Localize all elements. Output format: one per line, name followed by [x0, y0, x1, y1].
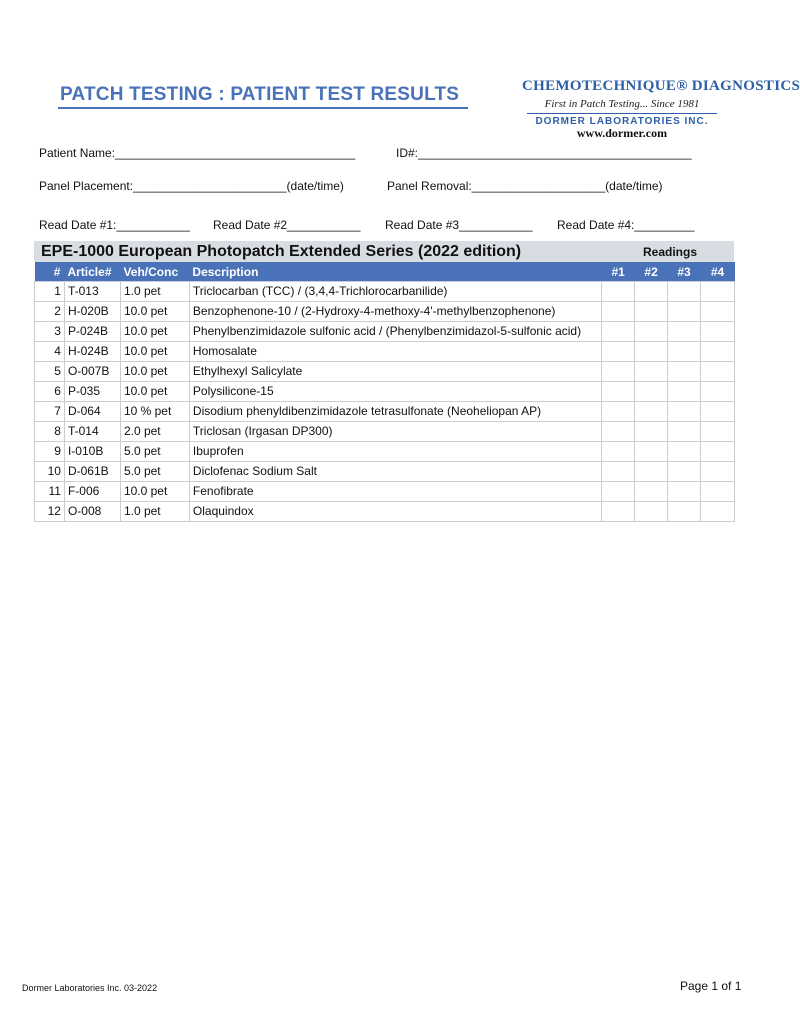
table-row — [35, 502, 735, 522]
logo-tagline: First in Patch Testing... Since 1981 — [544, 98, 700, 110]
table-row — [35, 482, 735, 502]
row-number: 6 — [35, 382, 65, 402]
row-description: Polysilicone-15 — [189, 382, 601, 402]
row-description: Fenofibrate — [189, 482, 601, 502]
row-number: 3 — [35, 322, 65, 342]
reading-3-cell[interactable] — [668, 302, 701, 322]
col-header-num: # — [35, 262, 65, 282]
row-concentration: 10.0 pet — [120, 302, 189, 322]
row-article: P-024B — [64, 322, 120, 342]
row-concentration: 10.0 pet — [120, 382, 189, 402]
reading-4-cell[interactable] — [700, 302, 734, 322]
row-article: D-061B — [64, 462, 120, 482]
reading-3-cell[interactable] — [668, 462, 701, 482]
reading-3-cell[interactable] — [668, 382, 701, 402]
row-description: Phenylbenzimidazole sulfonic acid / (Phenylbenzimidazol-5-sulfonic acid) — [189, 322, 601, 342]
reading-1-cell[interactable] — [602, 502, 635, 522]
row-concentration: 1.0 pet — [120, 502, 189, 522]
row-number: 5 — [35, 362, 65, 382]
reading-3-cell[interactable] — [668, 482, 701, 502]
row-article: I-010B — [64, 442, 120, 462]
row-description: Benzophenone-10 / (2-Hydroxy-4-methoxy-4'-methylbenzophenone) — [189, 302, 601, 322]
row-description: Triclocarban (TCC) / (3,4,4-Trichlorocarbanilide) — [189, 282, 601, 302]
row-number: 12 — [35, 502, 65, 522]
reading-3-cell[interactable] — [668, 422, 701, 442]
row-number: 4 — [35, 342, 65, 362]
series-title: EPE-1000 European Photopatch Extended Series (2022 edition) — [41, 243, 522, 260]
page-number: Page 1 of 1 — [680, 979, 742, 993]
table-row — [35, 362, 735, 382]
row-article: T-013 — [64, 282, 120, 302]
row-concentration: 2.0 pet — [120, 422, 189, 442]
logo-divider — [527, 113, 717, 114]
reading-2-cell[interactable] — [635, 322, 668, 342]
reading-3-cell[interactable] — [668, 362, 701, 382]
table-row — [35, 322, 735, 342]
panel-removal-field[interactable]: Panel Removal:____________________(date/time) — [387, 179, 663, 193]
table-row — [35, 422, 735, 442]
row-concentration: 5.0 pet — [120, 442, 189, 462]
read-date-3-field[interactable]: Read Date #3___________ — [385, 218, 533, 232]
reading-4-cell[interactable] — [700, 342, 734, 362]
reading-4-cell[interactable] — [700, 442, 734, 462]
reading-4-cell[interactable] — [700, 462, 734, 482]
table-body — [35, 282, 735, 522]
row-description: Olaquindox — [189, 502, 601, 522]
col-header-reading-1: #1 — [602, 262, 635, 282]
title-underline — [58, 107, 468, 109]
row-description: Triclosan (Irgasan DP300) — [189, 422, 601, 442]
row-article: O-007B — [64, 362, 120, 382]
row-number: 2 — [35, 302, 65, 322]
reading-2-cell[interactable] — [635, 462, 668, 482]
row-description: Diclofenac Sodium Salt — [189, 462, 601, 482]
table-row — [35, 342, 735, 362]
reading-2-cell[interactable] — [635, 482, 668, 502]
row-number: 7 — [35, 402, 65, 422]
readings-label: Readings — [643, 245, 698, 259]
reading-1-cell[interactable] — [602, 402, 635, 422]
reading-1-cell[interactable] — [602, 362, 635, 382]
footer-company: Dormer Laboratories Inc. 03-2022 — [22, 983, 158, 993]
results-table — [34, 262, 735, 522]
row-concentration: 10.0 pet — [120, 482, 189, 502]
reading-4-cell[interactable] — [700, 282, 734, 302]
reading-3-cell[interactable] — [668, 342, 701, 362]
reading-4-cell[interactable] — [700, 362, 734, 382]
reading-1-cell[interactable] — [602, 342, 635, 362]
reading-1-cell[interactable] — [602, 462, 635, 482]
logo-brand: CHEMOTECHNIQUE® DIAGNOSTICS — [522, 78, 800, 94]
row-concentration: 1.0 pet — [120, 282, 189, 302]
read-date-1-field[interactable]: Read Date #1:___________ — [39, 218, 190, 232]
row-article: H-020B — [64, 302, 120, 322]
row-description: Ibuprofen — [189, 442, 601, 462]
logo-website: www.dormer.com — [576, 126, 668, 140]
row-description: Disodium phenyldibenzimidazole tetrasulfonate (Neoheliopan AP) — [189, 402, 601, 422]
table-row — [35, 462, 735, 482]
reading-2-cell[interactable] — [635, 502, 668, 522]
row-article: T-014 — [64, 422, 120, 442]
reading-4-cell[interactable] — [700, 422, 734, 442]
reading-3-cell[interactable] — [668, 402, 701, 422]
reading-4-cell[interactable] — [700, 502, 734, 522]
reading-4-cell[interactable] — [700, 482, 734, 502]
col-header-article: Article# — [64, 262, 120, 282]
table-row — [35, 282, 735, 302]
company-logo — [522, 78, 800, 141]
reading-3-cell[interactable] — [668, 282, 701, 302]
row-article: D-064 — [64, 402, 120, 422]
row-description: Homosalate — [189, 342, 601, 362]
col-header-reading-2: #2 — [635, 262, 668, 282]
reading-1-cell[interactable] — [602, 482, 635, 502]
patient-name-field[interactable]: Patient Name:____________________________________ — [39, 146, 356, 160]
panel-placement-field[interactable]: Panel Placement:_______________________(date/time) — [39, 179, 344, 193]
reading-1-cell[interactable] — [602, 282, 635, 302]
row-article: F-006 — [64, 482, 120, 502]
col-header-description: Description — [189, 262, 601, 282]
reading-1-cell[interactable] — [602, 322, 635, 342]
reading-2-cell[interactable] — [635, 302, 668, 322]
table-row — [35, 302, 735, 322]
row-number: 9 — [35, 442, 65, 462]
reading-2-cell[interactable] — [635, 362, 668, 382]
reading-4-cell[interactable] — [700, 402, 734, 422]
row-description: Ethylhexyl Salicylate — [189, 362, 601, 382]
reading-1-cell[interactable] — [602, 302, 635, 322]
reading-1-cell[interactable] — [602, 442, 635, 462]
reading-3-cell[interactable] — [668, 322, 701, 342]
row-concentration: 10 % pet — [120, 402, 189, 422]
reading-2-cell[interactable] — [635, 402, 668, 422]
table-row — [35, 382, 735, 402]
row-article: P-035 — [64, 382, 120, 402]
reading-2-cell[interactable] — [635, 282, 668, 302]
row-article: H-024B — [64, 342, 120, 362]
reading-4-cell[interactable] — [700, 322, 734, 342]
row-number: 1 — [35, 282, 65, 302]
read-date-4-field[interactable]: Read Date #4:_________ — [557, 218, 695, 232]
row-concentration: 5.0 pet — [120, 462, 189, 482]
row-concentration: 10.0 pet — [120, 362, 189, 382]
table-row — [35, 442, 735, 462]
logo-company: DORMER LABORATORIES INC. — [535, 116, 709, 127]
col-header-conc: Veh/Conc — [120, 262, 189, 282]
reading-2-cell[interactable] — [635, 382, 668, 402]
row-concentration: 10.0 pet — [120, 322, 189, 342]
row-number: 11 — [35, 482, 65, 502]
reading-3-cell[interactable] — [668, 442, 701, 462]
reading-2-cell[interactable] — [635, 442, 668, 462]
read-date-2-field[interactable]: Read Date #2___________ — [213, 218, 361, 232]
row-concentration: 10.0 pet — [120, 342, 189, 362]
col-header-reading-4: #4 — [700, 262, 734, 282]
row-article: O-008 — [64, 502, 120, 522]
reading-2-cell[interactable] — [635, 422, 668, 442]
page-title: PATCH TESTING : PATIENT TEST RESULTS — [60, 84, 460, 105]
reading-3-cell[interactable] — [668, 502, 701, 522]
id-field[interactable]: ID#:_________________________________________ — [396, 146, 692, 160]
reading-1-cell[interactable] — [602, 382, 635, 402]
col-header-reading-3: #3 — [668, 262, 701, 282]
reading-2-cell[interactable] — [635, 342, 668, 362]
reading-4-cell[interactable] — [700, 382, 734, 402]
table-header-row — [35, 262, 735, 282]
reading-1-cell[interactable] — [602, 422, 635, 442]
table-row — [35, 402, 735, 422]
row-number: 8 — [35, 422, 65, 442]
row-number: 10 — [35, 462, 65, 482]
